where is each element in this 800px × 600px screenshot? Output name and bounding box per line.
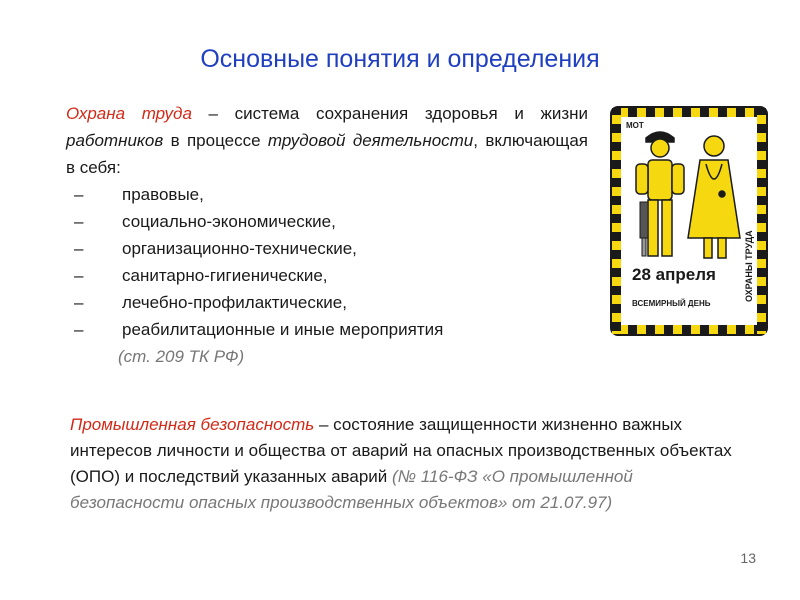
world-day-poster <box>610 106 768 336</box>
list-item: – лечебно-профилактические, <box>66 289 588 316</box>
poster-org-label: МОТ <box>626 121 644 130</box>
definition-text-end: , включающая в себя: <box>66 131 588 177</box>
poster-date: 28 апреля <box>632 265 716 284</box>
industrial-safety-definition <box>70 412 750 516</box>
labor-protection-block <box>66 100 588 370</box>
measures-list <box>66 181 588 343</box>
definition-text-start: – система сохранения здоровья и жизни <box>191 104 588 123</box>
labor-code-citation: (ст. 209 ТК РФ) <box>118 347 245 366</box>
slide-title: Основные понятия и определения <box>200 45 600 73</box>
definition-text-mid: в процессе <box>163 131 268 150</box>
page-number: 13 <box>740 550 756 566</box>
poster-day-label: ВСЕМИРНЫЙ ДЕНЬ <box>632 299 711 308</box>
list-item: – реабилитационные и иные мероприятия <box>66 316 588 343</box>
poster-side-label: ОХРАНЫ ТРУДА <box>744 230 754 302</box>
list-item: – правовые, <box>66 181 588 208</box>
definition-text-italic-2: трудовой деятельности <box>267 131 474 150</box>
federal-law-citation: (№ 116-ФЗ «О промышленной безопасности опасных производственных объектов» от 21.07.97) <box>70 467 633 512</box>
labor-protection-definition <box>66 100 588 181</box>
industrial-safety-term: Промышленная безопасность <box>70 415 315 434</box>
definition-text-italic: работников <box>66 131 164 150</box>
list-item: – социально-экономические, <box>66 208 588 235</box>
industrial-safety-text: – состояние защищенности жизненно важных интересов личности и общества от аварий на опасных производственных объектах (ОПО) и последствий указанных аварий <box>70 415 732 486</box>
labor-protection-term: Охрана труда <box>66 104 192 123</box>
list-item: – организационно-технические, <box>66 235 588 262</box>
list-item: – санитарно-гигиенические, <box>66 262 588 289</box>
